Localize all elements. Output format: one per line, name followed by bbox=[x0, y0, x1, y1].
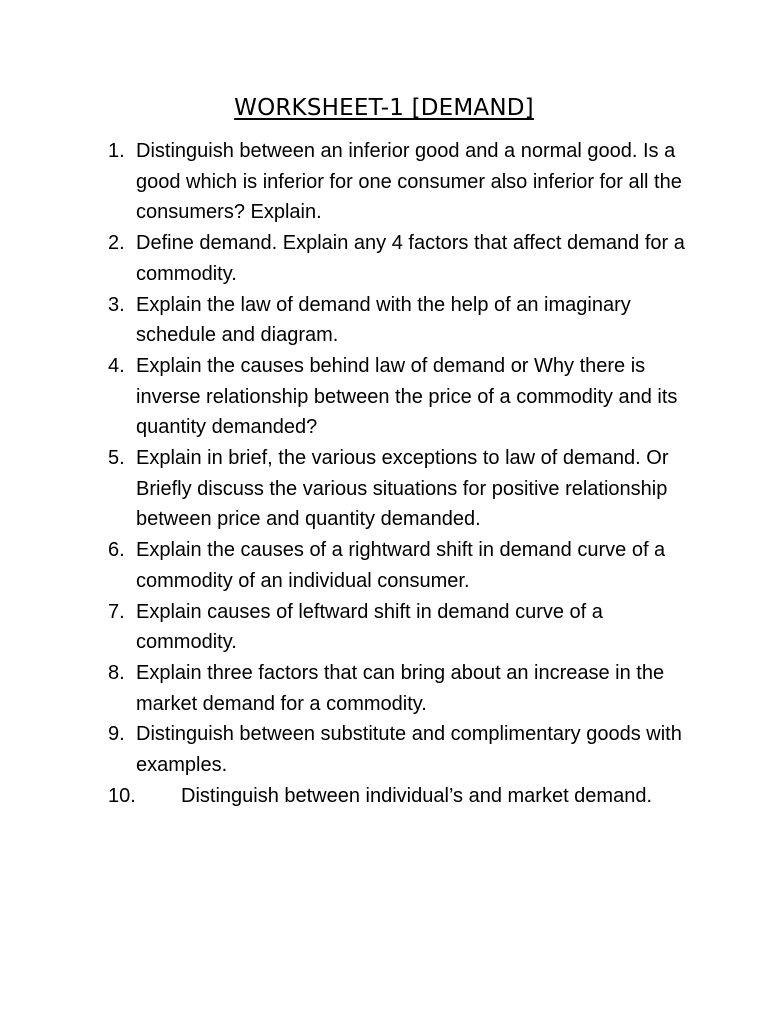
question-text: Define demand. Explain any 4 factors that affect demand for a commodity. bbox=[136, 232, 685, 285]
question-item-8 bbox=[108, 658, 698, 719]
question-item-6 bbox=[108, 535, 698, 596]
question-text: Distinguish between individual’s and market demand. bbox=[181, 784, 653, 807]
question-item-9 bbox=[108, 719, 698, 780]
question-number: 3. bbox=[108, 293, 125, 316]
question-number: 10. bbox=[108, 784, 136, 807]
question-item-2 bbox=[108, 228, 698, 289]
question-text: Explain causes of leftward shift in demand curve of a commodity. bbox=[136, 600, 603, 654]
question-item-1 bbox=[108, 136, 698, 228]
question-number: 7. bbox=[108, 600, 125, 623]
question-number: 2. bbox=[108, 232, 125, 255]
question-text: Explain the causes of a rightward shift in demand curve of a commodity of an individual consumer. bbox=[136, 539, 666, 592]
question-item-5 bbox=[108, 443, 698, 535]
question-list bbox=[108, 136, 698, 811]
question-number: 4. bbox=[108, 354, 125, 377]
question-number: 1. bbox=[108, 140, 125, 162]
question-item-10 bbox=[108, 781, 698, 812]
question-text: Distinguish between substitute and complimentary goods with examples. bbox=[136, 723, 682, 777]
worksheet-title: WORKSHEET-1 [DEMAND] bbox=[234, 95, 534, 121]
question-item-7 bbox=[108, 597, 698, 658]
question-text: Explain the causes behind law of demand or Why there is inverse relationship between the price of a commodity and its quantity demanded? bbox=[136, 354, 678, 439]
question-text: Explain three factors that can bring about an increase in the market demand for a commodity. bbox=[136, 661, 665, 715]
question-number: 6. bbox=[108, 539, 125, 562]
question-item-4 bbox=[108, 351, 698, 443]
question-number: 9. bbox=[108, 723, 125, 746]
question-number: 8. bbox=[108, 661, 125, 684]
question-number: 5. bbox=[108, 447, 125, 470]
question-text: Explain in brief, the various exceptions to law of demand. Or Briefly discuss the various situations for positive relationship between price and quantity demanded. bbox=[136, 447, 669, 531]
question-item-3 bbox=[108, 290, 698, 351]
question-text: Distinguish between an inferior good and a normal good. Is a good which is inferior for one consumer also inferior for all the consumers? Explain. bbox=[136, 140, 682, 224]
question-text: Explain the law of demand with the help of an imaginary schedule and diagram. bbox=[136, 293, 631, 347]
